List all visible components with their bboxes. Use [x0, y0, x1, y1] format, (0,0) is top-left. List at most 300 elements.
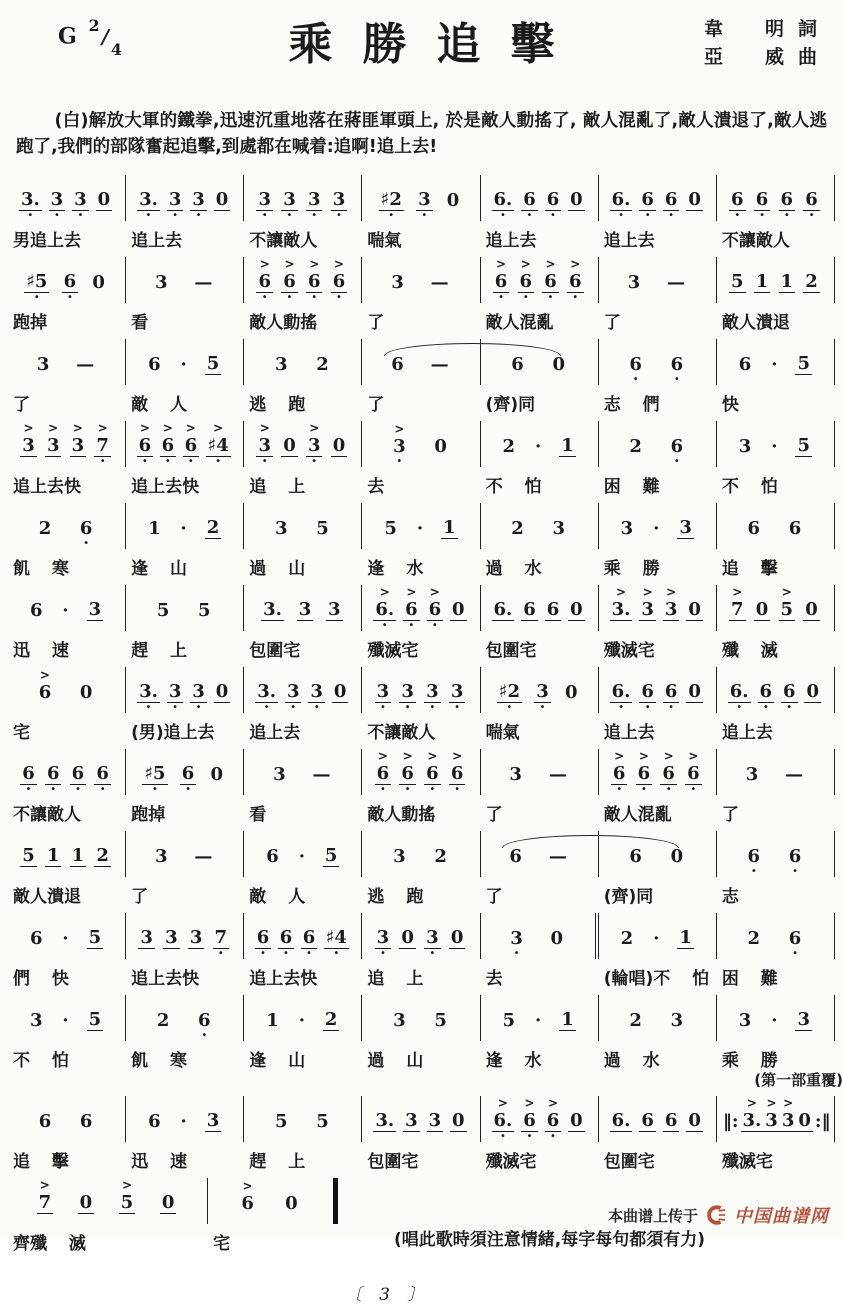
- note-token: > 6 •: [283, 256, 296, 303]
- measure: [481, 913, 599, 989]
- note-token: ·: [180, 517, 187, 539]
- score-system: [8, 175, 835, 251]
- note-token: 6 •: [46, 762, 60, 795]
- lyric: 不讓敵人: [367, 722, 436, 743]
- lyric: 追 上: [367, 968, 424, 989]
- note-token: > 5: [120, 1177, 134, 1213]
- note-token: 6 •: [198, 1009, 211, 1041]
- score-system: [8, 421, 835, 497]
- note-token: 3: [552, 517, 565, 539]
- note-token: 2: [316, 353, 329, 375]
- note-token: 6.: [493, 598, 513, 620]
- note-token: 1: [755, 270, 769, 292]
- measure: [8, 339, 126, 415]
- lyric: 了: [721, 804, 739, 825]
- measure: [599, 503, 717, 579]
- measure: [126, 995, 244, 1090]
- note-token: > 3 •: [393, 421, 406, 467]
- measure: [481, 749, 599, 825]
- note-token: 2: [629, 1009, 642, 1031]
- note-token: 3: [509, 763, 522, 785]
- note-token: 3 •: [418, 188, 431, 221]
- credit-surname: 韋: [703, 18, 723, 40]
- lyric: 敵人混亂: [603, 804, 672, 825]
- measure: [717, 421, 835, 497]
- lyric: 男追上去: [13, 230, 81, 251]
- note-token: 3 •: [426, 680, 439, 713]
- note-token: 5: [797, 352, 810, 374]
- measure: [244, 1096, 362, 1172]
- measure: [208, 1178, 338, 1254]
- measure: [8, 1178, 208, 1254]
- performance-note: (唱此歌時須注意情緒,每字每句都須有力): [394, 1229, 705, 1250]
- note-token: 2: [805, 270, 818, 292]
- note-token: 6 •: [546, 188, 560, 221]
- composer-credit: [704, 44, 817, 72]
- note-token: ·: [180, 1110, 187, 1132]
- note-token: 6: [738, 353, 752, 375]
- note-token: 6 •: [747, 845, 761, 877]
- measure: [481, 1096, 599, 1172]
- lyric: 乘 勝: [603, 558, 660, 579]
- note-token: 2: [206, 516, 220, 538]
- measure: [362, 503, 480, 579]
- lyric: 追上去快: [131, 476, 200, 497]
- note-token: 6 •: [664, 188, 678, 221]
- note-token: 3: [273, 763, 286, 785]
- note-token: 3: [627, 271, 641, 293]
- measure: [362, 175, 480, 251]
- lyric: 快: [721, 394, 739, 415]
- note-token: 5: [316, 1110, 329, 1132]
- note-token: 1: [148, 517, 161, 539]
- note-token: —: [76, 353, 95, 375]
- lyric: 敵人動搖: [367, 804, 436, 825]
- note-token: > 6 •: [687, 748, 700, 795]
- note-token: > 6 •: [637, 748, 651, 795]
- note-token: 0: [550, 927, 563, 949]
- note-token: > 6 •: [568, 256, 582, 303]
- measure: [717, 257, 835, 333]
- note-token: 3: [679, 516, 692, 538]
- note-token: 3: [738, 1009, 752, 1031]
- note-token: 6: [148, 1110, 161, 1132]
- note-token: 6 •: [22, 762, 35, 795]
- lyric: 乘 勝: [721, 1050, 778, 1071]
- note-token: > 6 •: [138, 420, 152, 467]
- note-token: 6 •: [782, 680, 796, 713]
- note-token: 3: [36, 353, 50, 375]
- score: [8, 175, 843, 1254]
- measure: [8, 749, 126, 825]
- measure: [481, 667, 599, 743]
- note-token: 0: [285, 1192, 298, 1214]
- lyric: 不 怕: [13, 1050, 69, 1071]
- note-token: 6. •: [611, 188, 631, 221]
- note-token: > 6 •: [258, 256, 272, 303]
- lyric: 敵人潰退: [13, 886, 81, 907]
- lyric: 追上去: [485, 230, 537, 251]
- note-token: 0: [333, 680, 347, 702]
- note-token: 0: [332, 434, 346, 456]
- note-token: 6: [788, 517, 802, 539]
- note-token: 6: [509, 845, 522, 867]
- note-token: 2: [747, 927, 761, 949]
- lyric: (男)追上去: [131, 722, 215, 743]
- note-token: > 3: [765, 1095, 778, 1131]
- song-title: 乘勝追擊: [288, 19, 585, 70]
- note-token: 3 •: [168, 680, 182, 713]
- lyric: 不 怕: [721, 476, 778, 497]
- lyric: 追上去快: [13, 476, 81, 497]
- measure: [126, 503, 244, 579]
- note-token: ·: [653, 927, 660, 949]
- note-token: > 6 •: [494, 256, 508, 303]
- note-token: > 6 •: [184, 420, 198, 467]
- measure: [8, 913, 126, 989]
- measure: [717, 995, 843, 1090]
- note-token: 0: [283, 434, 296, 456]
- note-token: ·: [771, 1009, 778, 1031]
- note-token: 6 •: [71, 762, 85, 795]
- measure: [8, 257, 126, 333]
- note-token: 6 •: [256, 926, 270, 959]
- note-token: 0: [688, 188, 701, 210]
- lyric: 宅: [13, 722, 30, 743]
- note-token: 6: [79, 1110, 93, 1132]
- note-token: > 5: [780, 584, 794, 620]
- lyric: 看: [249, 804, 267, 825]
- note-token: ♯5 •: [26, 270, 48, 303]
- note-token: 0: [79, 1191, 93, 1213]
- measure: [126, 585, 244, 661]
- lyric: 殲 滅: [721, 640, 778, 661]
- note-token: 3 •: [536, 680, 549, 713]
- note-token: > 6 •: [450, 748, 464, 795]
- lyric: 了: [367, 394, 385, 415]
- note-token: 2: [511, 517, 524, 539]
- note-token: > 3.: [742, 1095, 762, 1131]
- lyric: 志: [721, 886, 739, 907]
- note-token: ·: [771, 353, 778, 375]
- note-token: 0: [92, 271, 105, 293]
- note-token: ·: [653, 517, 660, 539]
- measure: [717, 1096, 835, 1172]
- lyric: 追上去快: [131, 968, 200, 989]
- lyric: 敵人混亂: [485, 312, 554, 333]
- measure: [362, 585, 480, 661]
- note-token: > 3: [46, 420, 60, 456]
- credit-role: 詞: [797, 18, 817, 40]
- note-token: 0: [805, 598, 818, 620]
- note-token: 3 •: [376, 926, 390, 959]
- measure: [599, 585, 717, 661]
- note-token: > 6 •: [401, 748, 414, 795]
- measure: [126, 257, 244, 333]
- note-token: 6: [523, 598, 536, 620]
- note-token: 5: [206, 352, 220, 374]
- measure: [244, 257, 362, 333]
- note-token: 5: [88, 1008, 102, 1030]
- measure: [717, 585, 835, 661]
- note-token: 1: [46, 844, 60, 866]
- lyric: 逢 山: [249, 1050, 306, 1071]
- note-token: 3 •: [376, 680, 390, 713]
- note-token: 6.: [611, 1109, 631, 1131]
- measure: [362, 257, 480, 333]
- note-token: 6 •: [805, 188, 818, 221]
- lyric: 包圍宅: [603, 1151, 655, 1172]
- lyric: 宅: [213, 1233, 230, 1254]
- measure: [717, 503, 835, 579]
- lyric: 過 水: [603, 1050, 660, 1071]
- note-token: 0: [210, 763, 224, 785]
- lyric: 飢 寒: [13, 558, 69, 579]
- note-token: 3 •: [168, 188, 182, 221]
- lyric: 不讓敵人: [721, 230, 790, 251]
- lyric: 敵 人: [249, 886, 306, 907]
- lyric: 了: [367, 312, 385, 333]
- note-token: —: [312, 763, 331, 785]
- note-token: —: [194, 845, 213, 867]
- measure: [599, 667, 717, 743]
- note-token: 6 •: [641, 188, 654, 221]
- note-token: > 6 •: [307, 256, 321, 303]
- lyric: 殲滅宅: [367, 640, 419, 661]
- measure: [126, 175, 244, 251]
- note-token: 6: [38, 1110, 52, 1132]
- note-token: > 6. •: [375, 584, 395, 631]
- note-token: 5: [797, 434, 810, 456]
- lyric: 過 山: [249, 558, 306, 579]
- note-token: 6: [391, 353, 404, 375]
- measure: [599, 339, 717, 415]
- note-token: 0: [215, 188, 229, 210]
- time-signature-slash: /: [101, 24, 111, 49]
- note-token: 6 •: [788, 845, 802, 877]
- measure: [481, 175, 599, 251]
- note-token: 3.: [375, 1109, 395, 1131]
- note-token: 2: [38, 517, 52, 539]
- measure: [126, 831, 244, 907]
- note-token: 3 •: [310, 680, 323, 713]
- measure: [599, 749, 717, 825]
- note-token: 6: [641, 1109, 654, 1131]
- measure: [244, 831, 362, 907]
- time-signature-lower: 4: [110, 39, 125, 59]
- lyric: 敵人潰退: [721, 312, 790, 333]
- measure: [126, 913, 244, 989]
- note-token: 3: [393, 1009, 406, 1031]
- note-token: —: [548, 763, 567, 785]
- note-token: 3: [206, 1109, 220, 1131]
- note-token: 5: [198, 599, 211, 621]
- note-token: —: [548, 845, 567, 867]
- note-token: 0: [97, 188, 111, 210]
- lyric: 過 山: [367, 1050, 424, 1071]
- lyric: 了: [485, 886, 503, 907]
- lyric: 志 們: [603, 394, 660, 415]
- note-token: ·: [298, 1009, 305, 1031]
- lyric: 追上去快: [249, 968, 318, 989]
- lyric: 過 水: [485, 558, 542, 579]
- note-token: 6 •: [629, 353, 642, 385]
- note-token: > ♯4 •: [207, 420, 229, 467]
- measure: [244, 995, 362, 1090]
- credit-given-name: 威: [764, 45, 784, 68]
- note-token: 2: [434, 845, 447, 867]
- lyric: 敵 人: [131, 394, 188, 415]
- note-token: 3: [140, 926, 153, 948]
- note-token: 2: [502, 435, 516, 457]
- note-token: 0: [806, 680, 819, 702]
- credit-role: 曲: [797, 45, 817, 68]
- note-token: 6: [29, 599, 43, 621]
- note-token: ·: [62, 927, 69, 949]
- note-token: 5: [731, 270, 744, 292]
- measure: [481, 995, 599, 1090]
- lyric: 追上去: [603, 722, 655, 743]
- lyric: 逢 水: [367, 558, 424, 579]
- note-token: > 6: [38, 667, 52, 703]
- note-token: > 6 •: [426, 748, 439, 795]
- note-token: 6 •: [641, 680, 654, 713]
- measure: [8, 667, 126, 743]
- note-token: 0: [688, 598, 701, 620]
- measure: [362, 421, 480, 497]
- note-token: 6 •: [63, 270, 77, 303]
- measure: [717, 749, 835, 825]
- note-token: 3: [620, 517, 634, 539]
- lyric: 看: [131, 312, 149, 333]
- measure: [362, 831, 480, 907]
- note-token: 3 •: [450, 680, 464, 713]
- note-token: > 3 •: [307, 420, 321, 467]
- site-logo-icon: [705, 1204, 727, 1226]
- note-token: 6 •: [279, 926, 293, 959]
- measure: [8, 831, 126, 907]
- measure: [362, 913, 480, 989]
- lyric: 殲滅宅: [485, 1151, 537, 1172]
- note-token: > 6 •: [428, 584, 442, 631]
- lyric: 齊殲 滅: [13, 1233, 86, 1254]
- note-token: 5: [324, 844, 338, 866]
- score-system: [8, 913, 835, 989]
- lyric: 跑掉: [131, 804, 166, 825]
- note-token: —: [430, 353, 449, 375]
- measure: [481, 831, 599, 907]
- measure: [244, 913, 362, 989]
- lyric: (齊)同: [485, 394, 536, 415]
- measure: [481, 257, 599, 333]
- note-token: ♯2 •: [498, 680, 520, 713]
- note-token: 0: [755, 598, 769, 620]
- note-token: 3 •: [401, 680, 414, 713]
- note-token: > 6 •: [662, 748, 675, 795]
- note-token: 2: [324, 1008, 338, 1030]
- note-token: 7 •: [214, 926, 228, 959]
- note-token: 6. •: [493, 188, 513, 221]
- lyric: 追上去: [603, 230, 655, 251]
- lyric: 喘氣: [367, 230, 402, 251]
- note-token: 3 •: [50, 188, 64, 221]
- note-token: 6 •: [181, 762, 195, 795]
- measure: [717, 831, 835, 907]
- note-token: 3: [155, 271, 168, 293]
- measure: [599, 257, 717, 333]
- note-token: 3. •: [20, 188, 40, 221]
- note-token: ♯5 •: [144, 762, 166, 795]
- note-token: > 6 •: [544, 256, 557, 303]
- note-token: ‖:: [722, 1110, 739, 1132]
- lyric: 們 快: [13, 968, 69, 989]
- note-token: 6: [511, 353, 524, 375]
- spoken-intro: (白)解放大軍的鐵拳,迅速沉重地落在蔣匪軍頭上, 於是敵人動搖了, 敵人混亂了,敵人潰退了,敵人逃跑了,我們的部隊奮起追擊,到處都在喊着:追啊!追上去!: [16, 111, 827, 158]
- lyric: 困 難: [603, 476, 660, 497]
- lyric: 包圍宅: [367, 1151, 419, 1172]
- note-token: :‖: [814, 1110, 831, 1132]
- note-token: 3 •: [510, 927, 523, 959]
- note-token: ♯4 •: [325, 926, 347, 959]
- note-token: 3 •: [307, 188, 321, 221]
- footer-label: 本曲谱上传于: [607, 1206, 698, 1225]
- measure: [481, 421, 599, 497]
- note-token: > 3: [781, 1095, 795, 1131]
- note-token: > 6 •: [376, 748, 390, 795]
- note-token: 3. •: [257, 680, 277, 713]
- measure: [362, 667, 480, 743]
- time-signature-upper: 2: [88, 16, 102, 35]
- note-token: > 6 •: [546, 1095, 560, 1142]
- note-token: ·: [62, 599, 69, 621]
- note-token: > 3.: [611, 584, 631, 620]
- note-token: 6. •: [611, 680, 631, 713]
- note-token: > 6. •: [493, 1095, 513, 1142]
- note-token: 6 •: [780, 188, 794, 221]
- note-token: 6: [148, 353, 161, 375]
- note-token: 3 •: [74, 188, 87, 221]
- measure: [717, 339, 835, 415]
- measure: [599, 913, 717, 989]
- lyric: 去: [367, 476, 385, 497]
- note-token: 3. •: [139, 680, 158, 713]
- measure: [362, 749, 480, 825]
- lyric: 不讓敵人: [13, 804, 81, 825]
- note-token: 0: [798, 1109, 811, 1131]
- measure: [362, 1096, 480, 1172]
- lyric: 追上去: [249, 722, 301, 743]
- note-token: 1: [780, 270, 794, 292]
- note-token: —: [785, 763, 804, 785]
- measure: [126, 421, 244, 497]
- lyric: 趕 上: [131, 640, 188, 661]
- score-system: [8, 667, 835, 743]
- note-token: ·: [416, 517, 424, 539]
- note-token: 3.: [263, 598, 282, 620]
- lyric: 包圍宅: [485, 640, 537, 661]
- note-token: 6 •: [788, 927, 802, 959]
- lyric: 跑掉: [13, 312, 47, 333]
- note-token: 1: [71, 844, 85, 866]
- note-token: 2: [620, 927, 634, 949]
- note-token: 5: [502, 1009, 516, 1031]
- note-token: > 3: [664, 584, 678, 620]
- measure: [481, 585, 599, 661]
- note-token: > 6 •: [612, 748, 626, 795]
- note-token: > 6 •: [161, 420, 175, 467]
- measure: [244, 667, 362, 743]
- note-token: 6 •: [664, 680, 678, 713]
